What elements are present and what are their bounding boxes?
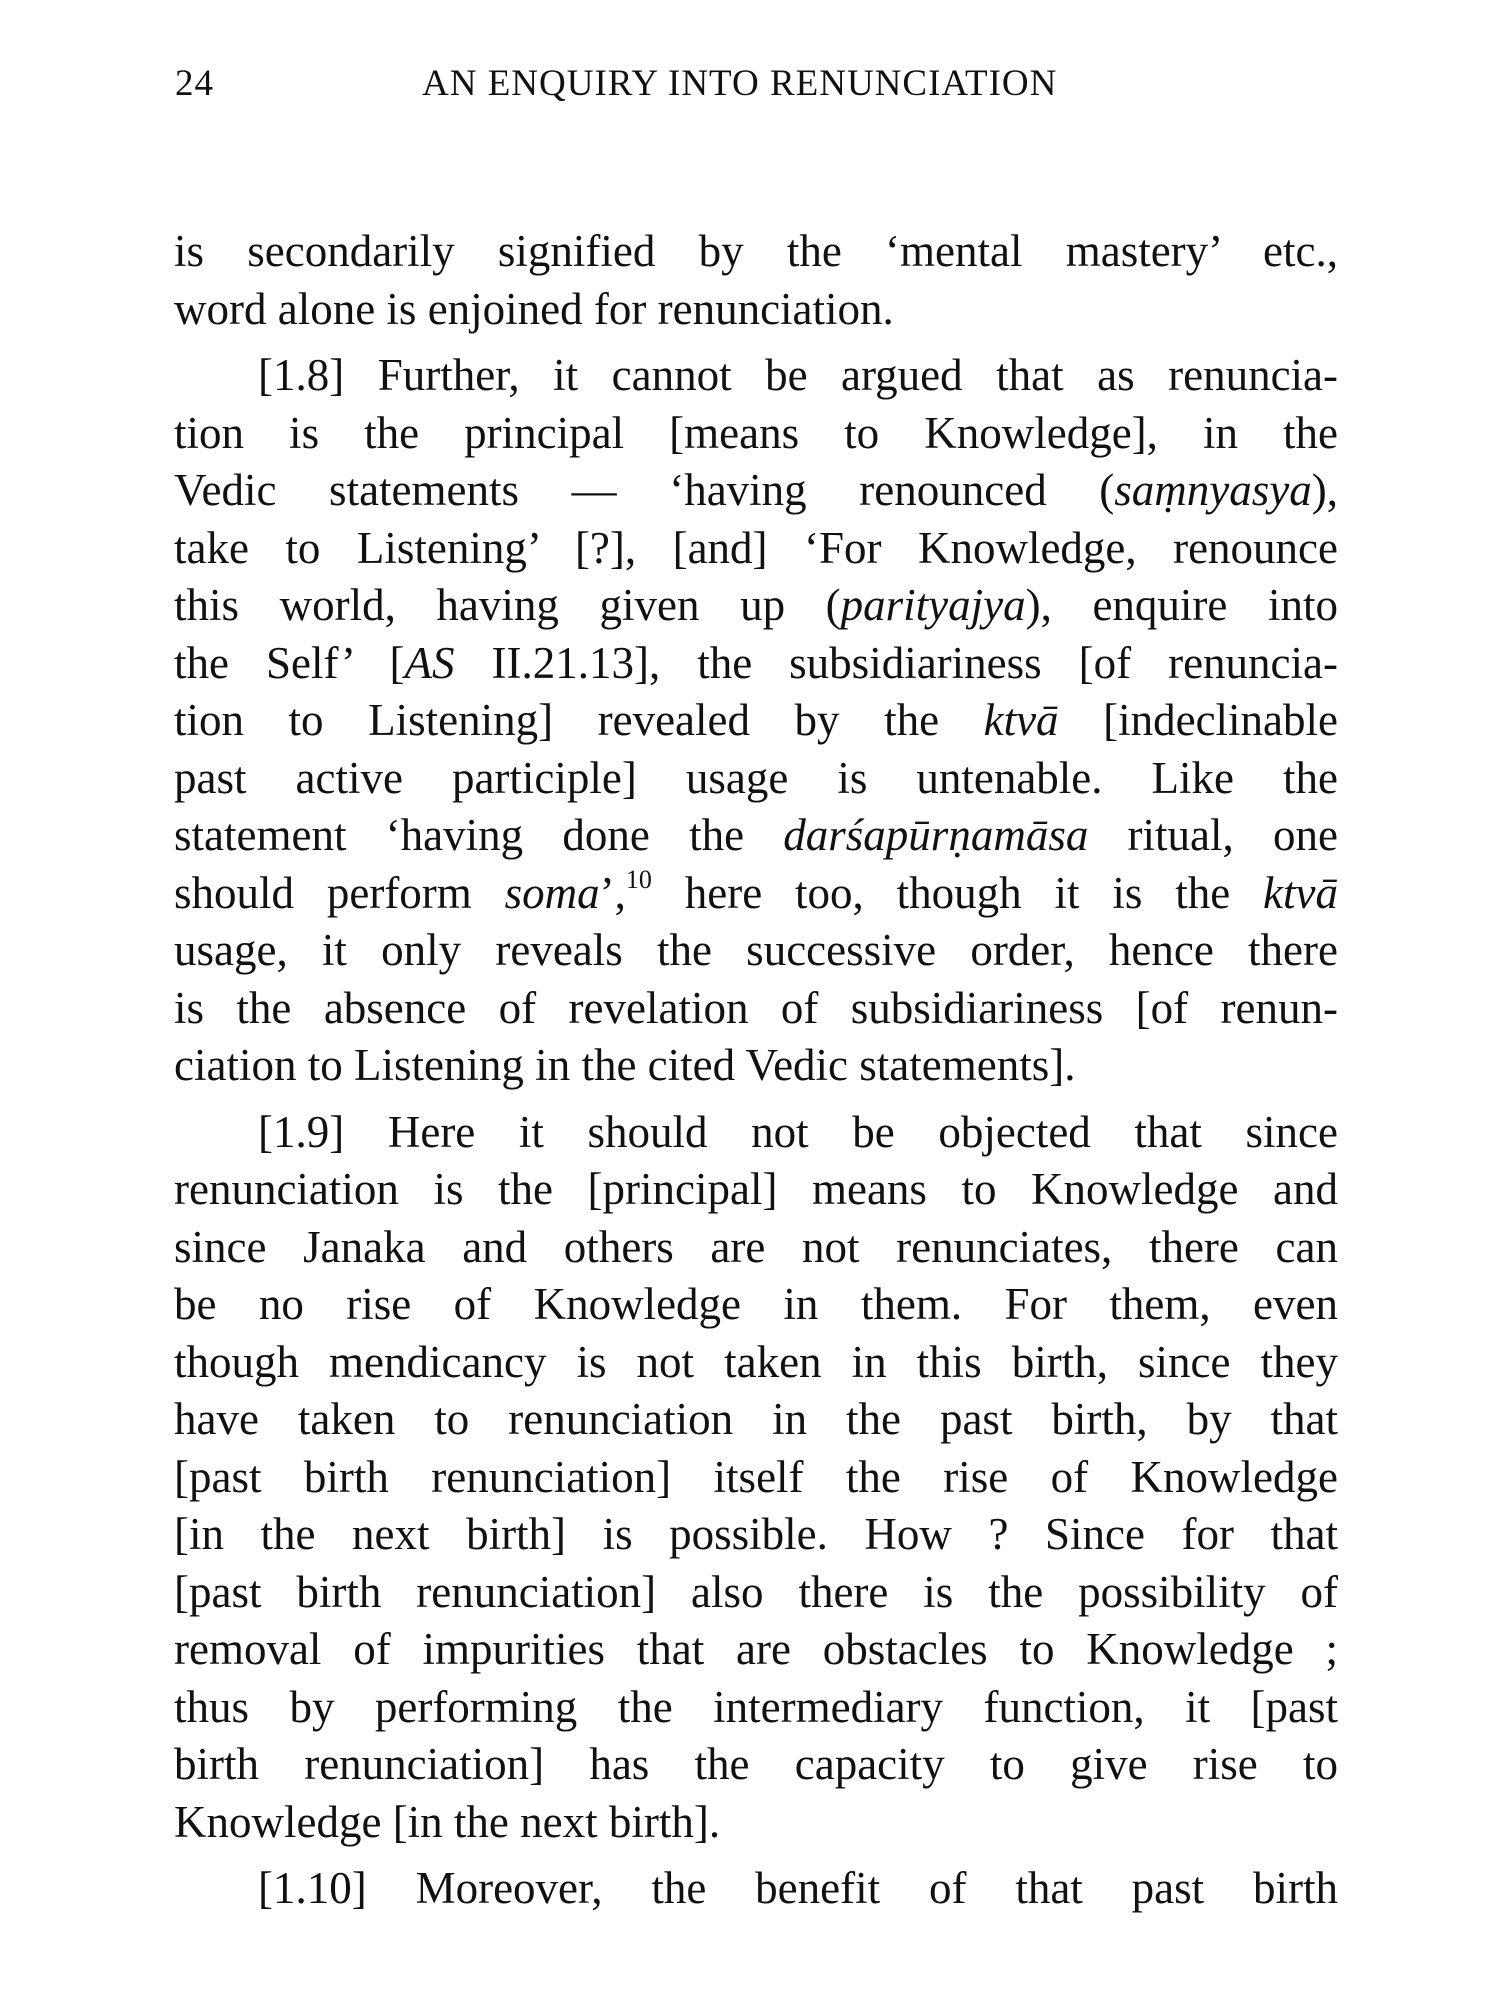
text-line	[174, 635, 1338, 693]
sanskrit-term: parityajya	[840, 580, 1026, 630]
sanskrit-term: saṃnyasya	[1114, 465, 1312, 515]
paragraph-1-9	[174, 1104, 1338, 1852]
text-line: Knowledge [in the next birth].	[174, 1796, 721, 1847]
text-line: be no rise of Knowledge in them. For them, even	[174, 1279, 1338, 1329]
text-line: [1.9] Here it should not be objected that since	[258, 1106, 1338, 1157]
body-text	[174, 223, 1338, 1918]
text-line: birth renunciation] has the capacity to give rise to	[174, 1739, 1338, 1789]
text-line: tion is the principal [means to Knowledge], in the	[174, 407, 1338, 458]
footnote-marker[interactable]: 10	[625, 864, 652, 894]
text-line: [1.10] Moreover, the benefit of that past birth	[258, 1863, 1338, 1913]
citation-abbreviation: AS	[404, 637, 455, 688]
text-line	[174, 462, 1338, 520]
sanskrit-term: soma	[504, 867, 600, 918]
text-line: renunciation is the [principal] means to Knowledge and	[174, 1164, 1338, 1214]
text-line	[174, 692, 1338, 750]
text-line: since Janaka and others are not renunciates, there can	[174, 1221, 1338, 1272]
paragraph-1-8	[174, 347, 1338, 1095]
sanskrit-term: ktvā	[1263, 867, 1338, 918]
text-line: past active participle] usage is untenable. Like the	[174, 752, 1338, 803]
text-line: [1.8] Further, it cannot be argued that as renuncia-	[258, 350, 1338, 400]
text-line: ciation to Listening in the cited Vedic statements].	[174, 1040, 1076, 1090]
paragraph-1-10	[174, 1860, 1338, 1918]
text-line	[174, 807, 1338, 865]
text-line: word alone is enjoined for renunciation.	[174, 283, 894, 334]
text-line: [past birth renunciation] also there is the possibility of	[174, 1566, 1338, 1617]
text-run: ),	[1311, 465, 1338, 515]
text-line: removal of impurities that are obstacles to Knowledge ;	[174, 1624, 1338, 1674]
text-run: tion to Listening] revealed by the	[174, 695, 984, 745]
sanskrit-term: darśapūrṇamāsa	[783, 810, 1089, 860]
text-run: here too, though it is the	[651, 867, 1264, 918]
text-run: ’,	[599, 867, 626, 918]
text-run: the Self’ [	[174, 637, 405, 688]
text-line: [in the next birth] is possible. How ? Since for that	[174, 1509, 1338, 1559]
text-run: ), enquire into	[1025, 580, 1338, 630]
text-line: thus by performing the intermediary function, it [past	[174, 1681, 1338, 1732]
text-run: II.21.13], the subsidiariness [of renuncia-	[454, 637, 1338, 688]
text-run: ritual, one	[1088, 810, 1338, 860]
text-line	[174, 865, 1338, 923]
running-title: AN ENQUIRY INTO RENUNCIATION	[422, 63, 1058, 104]
text-run: this world, having given up (	[174, 580, 841, 630]
text-run: should perform	[174, 867, 505, 918]
text-run: statement ‘having done the	[174, 810, 784, 860]
sanskrit-term: ktvā	[983, 695, 1059, 745]
text-line: though mendicancy is not taken in this birth, since they	[174, 1336, 1338, 1387]
page-number: 24	[175, 63, 214, 104]
text-line: [past birth renunciation] itself the rise of Knowledge	[174, 1451, 1338, 1502]
text-line: is the absence of revelation of subsidiariness [of renun-	[174, 982, 1338, 1033]
text-run: Vedic statements — ‘having renounced (	[174, 465, 1115, 515]
text-line: take to Listening’ [?], [and] ‘For Knowledge, renounce	[174, 522, 1338, 573]
text-line: have taken to renunciation in the past birth, by that	[174, 1394, 1338, 1444]
paragraph-continued	[174, 223, 1338, 338]
text-line	[174, 577, 1338, 635]
running-head	[175, 62, 1335, 112]
text-run: [indeclinable	[1058, 695, 1338, 745]
text-line: usage, it only reveals the successive order, hence there	[174, 925, 1338, 975]
text-line: is secondarily signified by the ‘mental mastery’ etc.,	[174, 226, 1338, 276]
